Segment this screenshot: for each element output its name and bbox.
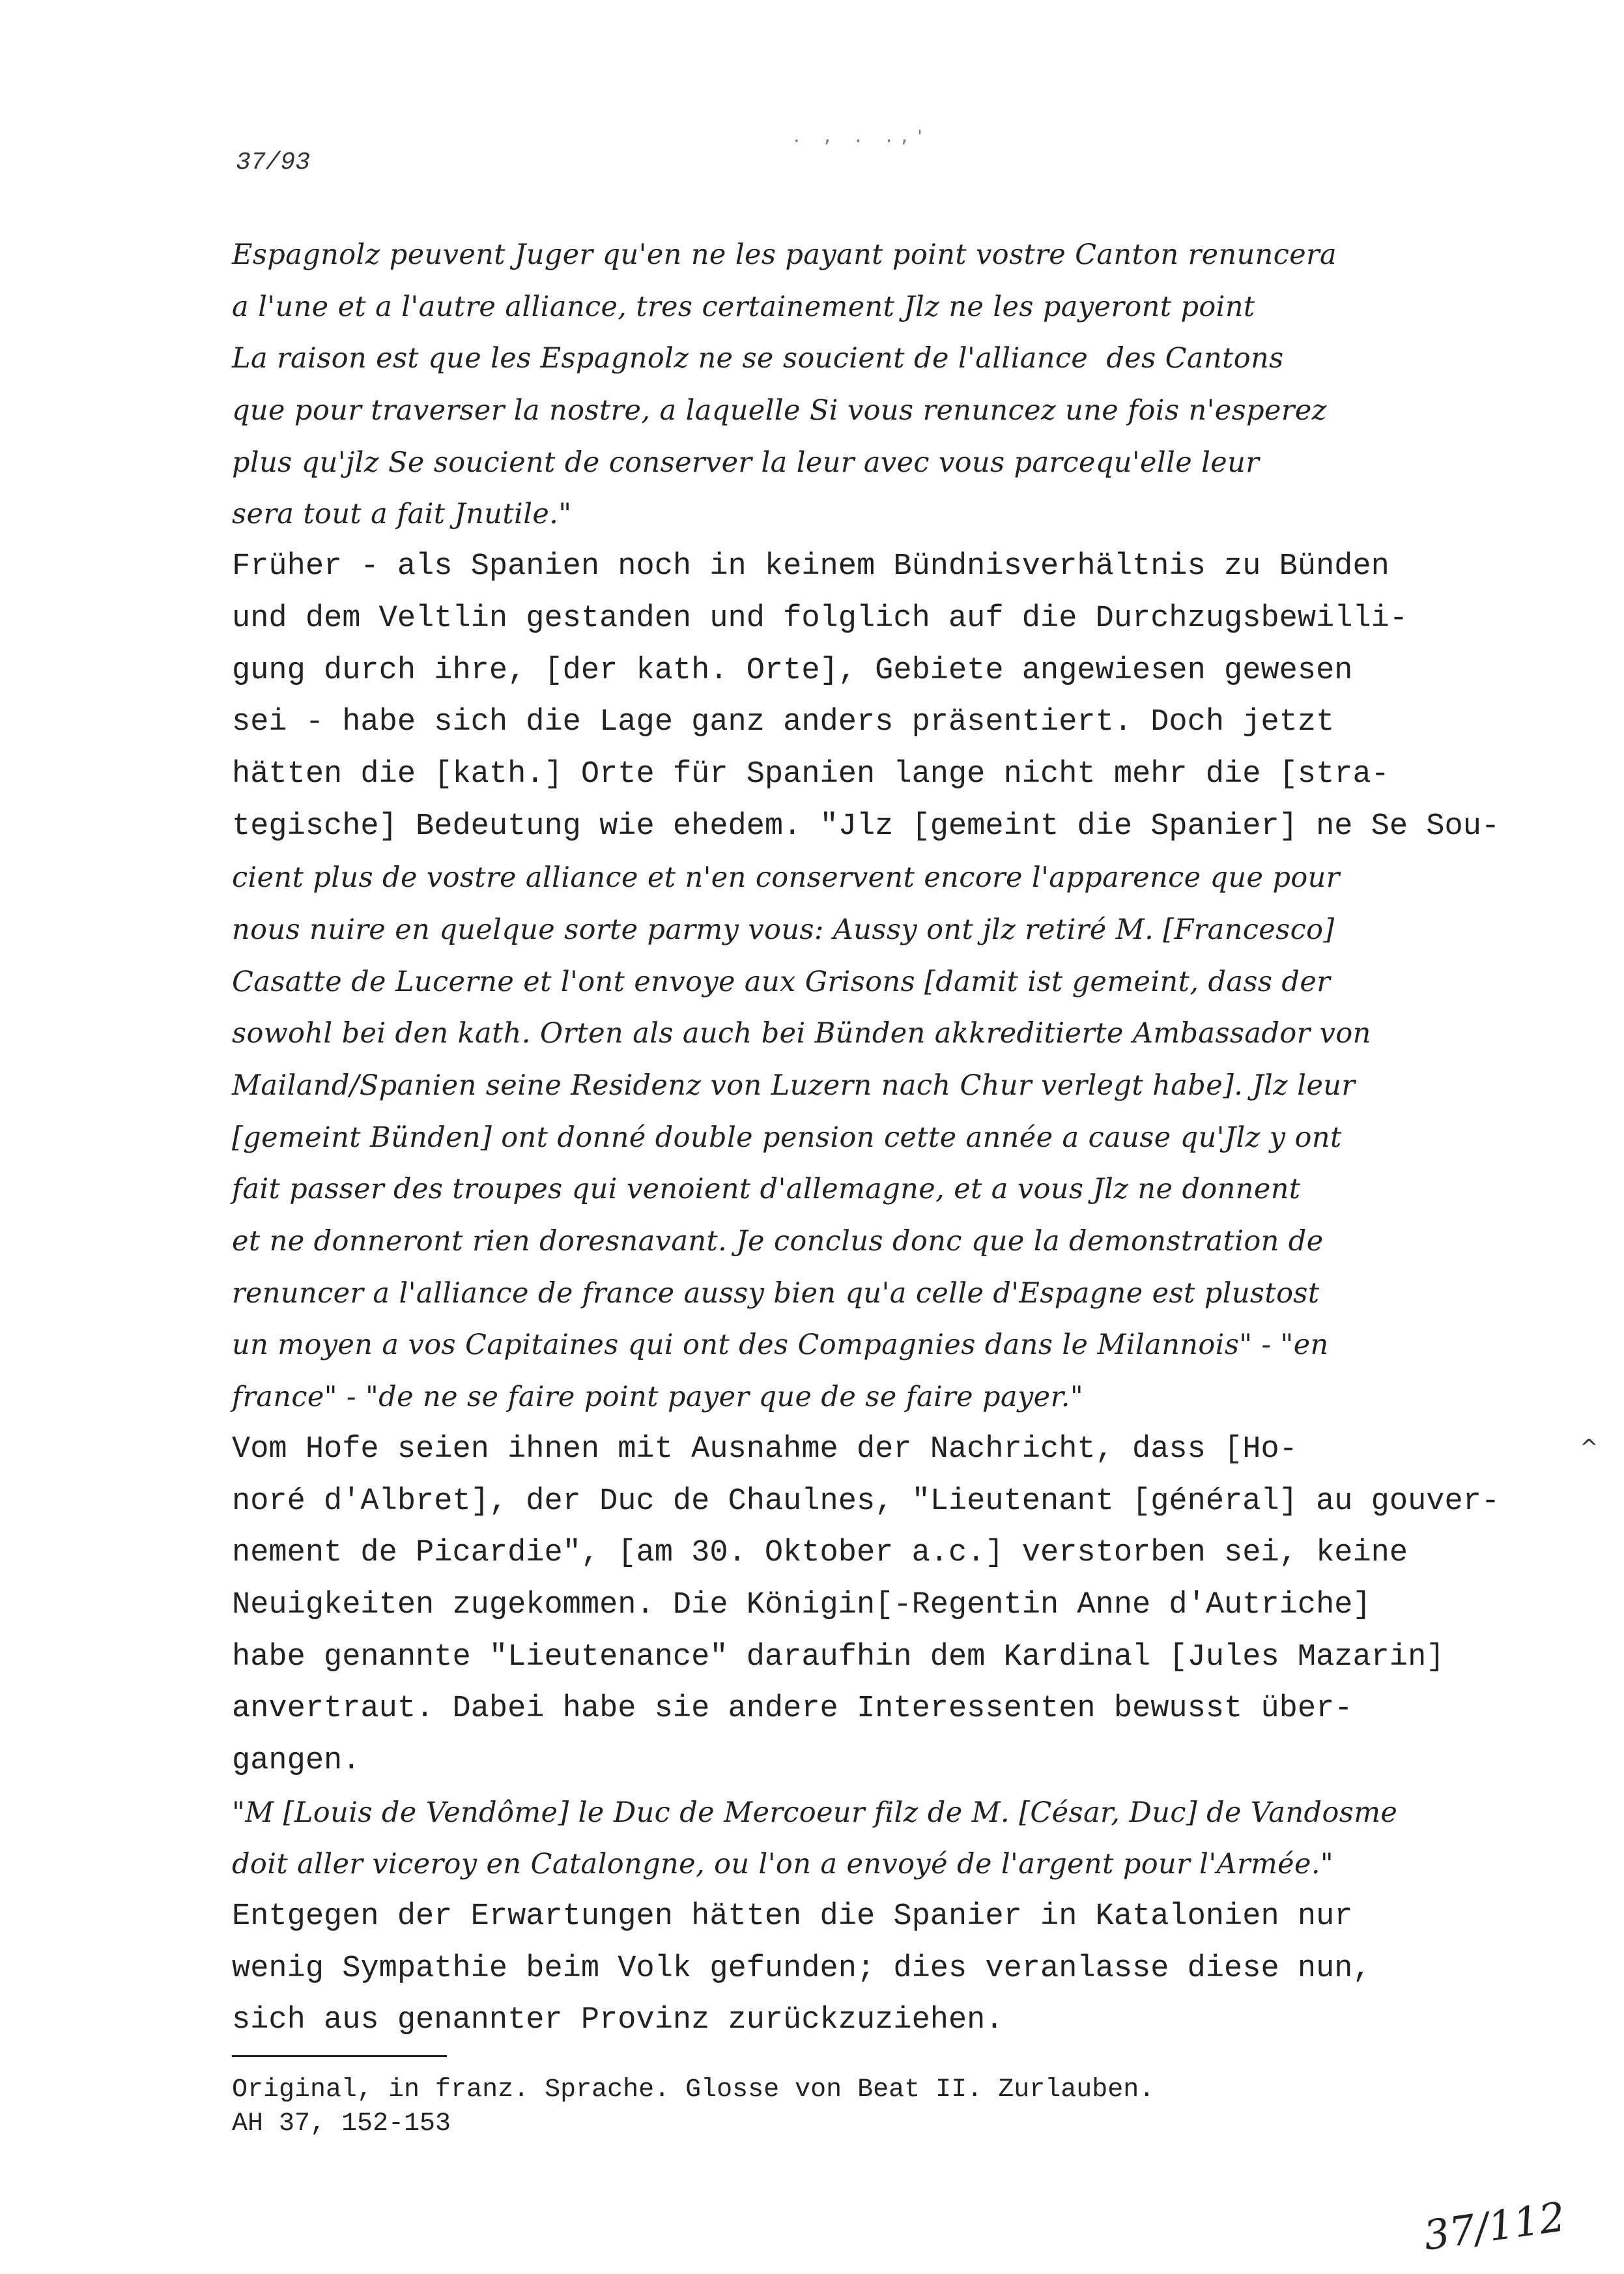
- text-line: anvertraut. Dabei habe sie andere Interessenten bewusst über-: [232, 1691, 1353, 1727]
- text-line: noré d'Albret], der Duc de Chaulnes, "Lieutenant [général] au gouver-: [232, 1484, 1500, 1519]
- text-line: Casatte de Lucerne et l'ont envoye aux Grisons [damit ist gemeint, dass der: [232, 965, 1331, 998]
- text-line: wenig Sympathie beim Volk gefunden; dies veranlasse diese nun,: [232, 1951, 1371, 1986]
- text-line: [gemeint Bünden] ont donné double pension cette année a cause qu'Jlz y ont: [232, 1121, 1342, 1154]
- text-line: sich aus genannter Provinz zurückzuziehen.: [232, 2003, 1004, 2038]
- text-line: france" - "de ne se faire point payer que de se faire payer.": [232, 1381, 1084, 1414]
- text-line: que pour traverser la nostre, a laquelle Si vous renuncez une fois n'esperez: [232, 394, 1327, 427]
- footnote-archive-ref: AH 37, 152-153: [232, 2109, 451, 2138]
- text-line: Früher - als Spanien noch in keinem Bündnisverhältnis zu Bünden: [232, 549, 1389, 584]
- text-line: fait passer des troupes qui venoient d'allemagne, et a vous Jlz ne donnent: [232, 1173, 1301, 1206]
- body-text: [232, 229, 1509, 2047]
- text-line: sowohl bei den kath. Orten als auch bei Bünden akkreditierte Ambassador von: [232, 1017, 1371, 1050]
- text-line: doit aller viceroy en Catalongne, ou l'on a envoyé de l'argent pour l'Armée.": [232, 1848, 1334, 1881]
- footnote-rule: [232, 2055, 447, 2057]
- text-line: und dem Veltlin gestanden und folglich auf die Durchzugsbewilli-: [232, 601, 1408, 636]
- margin-mark: ^: [1580, 1435, 1599, 1461]
- text-line: hätten die [kath.] Orte für Spanien lange nicht mehr die [stra-: [232, 756, 1389, 792]
- text-line: Espagnolz peuvent Juger qu'en ne les payant point vostre Canton renuncera: [232, 238, 1337, 271]
- text-line: gung durch ihre, [der kath. Orte], Gebiete angewiesen gewesen: [232, 653, 1353, 688]
- text-line: Vom Hofe seien ihnen mit Ausnahme der Nachricht, dass [Ho-: [232, 1432, 1298, 1467]
- footnote-source: Original, in franz. Sprache. Glosse von Beat II. Zurlauben.: [232, 2075, 1155, 2105]
- document-reference: 37/93: [236, 149, 311, 177]
- text-line: renuncer a l'alliance de france aussy bien qu'a celle d'Espagne est plustost: [232, 1276, 1320, 1310]
- text-line: Neuigkeiten zugekommen. Die Königin[-Regentin Anne d'Autriche]: [232, 1587, 1371, 1622]
- text-line: sera tout a fait Jnutile.": [232, 498, 572, 531]
- text-line: un moyen a vos Capitaines qui ont des Compagnies dans le Milannois" - "en: [232, 1329, 1329, 1362]
- text-line: nous nuire en quelque sorte parmy vous: Aussy ont jlz retiré M. [Francesco]: [232, 913, 1335, 946]
- text-line: nement de Picardie", [am 30. Oktober a.c.] verstorben sei, keine: [232, 1536, 1408, 1571]
- text-line: "M [Louis de Vendôme] le Duc de Mercoeur filz de M. [César, Duc] de Vandosme: [232, 1796, 1398, 1829]
- text-line: Entgegen der Erwartungen hätten die Spanier in Katalonien nur: [232, 1899, 1353, 1934]
- text-line: plus qu'jlz Se soucient de conserver la leur avec vous parcequ'elle leur: [232, 446, 1260, 479]
- handwritten-page-number: 37/112: [1420, 2193, 1569, 2260]
- text-line: La raison est que les Espagnolz ne se soucient de l'alliance des Cantons: [232, 342, 1284, 375]
- footnote: [232, 2073, 1154, 2141]
- text-line: a l'une et a l'autre alliance, tres certainement Jlz ne les payeront point: [232, 290, 1255, 323]
- text-line: Mailand/Spanien seine Residenz von Luzern nach Chur verlegt habe]. Jlz leur: [232, 1069, 1356, 1102]
- text-line: tegische] Bedeutung wie ehedem. "Jlz [gemeint die Spanier] ne Se Sou-: [232, 809, 1500, 844]
- text-line: habe genannte "Lieutenance" daraufhin dem Kardinal [Jules Mazarin]: [232, 1639, 1445, 1675]
- scan-specks: . , . .,': [791, 127, 930, 147]
- text-line: et ne donneront rien doresnavant. Je conclus donc que la demonstration de: [232, 1225, 1324, 1258]
- text-line: cient plus de vostre alliance et n'en conservent encore l'apparence que pour: [232, 861, 1340, 895]
- text-line: gangen.: [232, 1743, 361, 1778]
- text-line: sei - habe sich die Lage ganz anders präsentiert. Doch jetzt: [232, 705, 1335, 740]
